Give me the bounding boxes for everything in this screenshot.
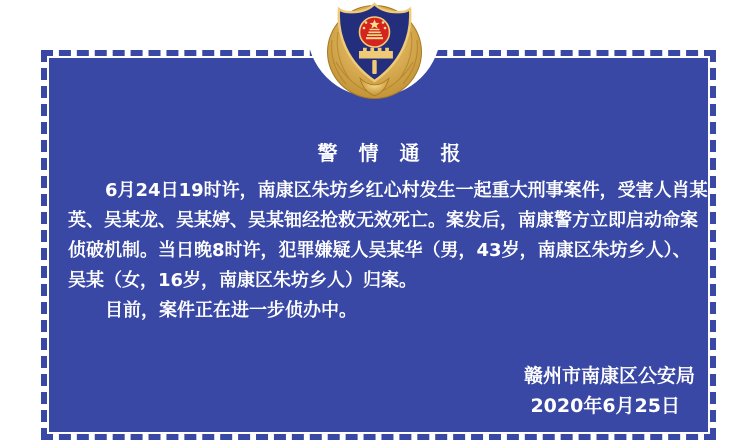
notice-title: 警情通报 bbox=[317, 141, 482, 165]
issue-date: 2020年6月25日 bbox=[530, 395, 680, 417]
body-line: 侦破机制。当日晚8时许，犯罪嫌疑人吴某华（男，43岁，南康区朱坊乡人）、 bbox=[68, 240, 691, 261]
notice-panel bbox=[49, 58, 708, 432]
body-line: 目前，案件正在进一步侦办中。 bbox=[105, 300, 357, 321]
notice-body bbox=[68, 176, 708, 326]
body-line: 吴某（女，16岁，南康区朱坊乡人）归案。 bbox=[68, 270, 418, 291]
notice-panel-border bbox=[41, 50, 716, 440]
body-line: 英、吴某龙、吴某婷、吴某钿经抢救无效死亡。案发后，南康警方立即启动命案 bbox=[68, 210, 698, 231]
issuing-authority: 赣州市南康区公安局 bbox=[523, 365, 695, 387]
police-badge-emblem bbox=[326, 2, 423, 99]
body-line: 6月24日19时许，南康区朱坊乡红心村发生一起重大刑事案件，受害人肖某 bbox=[105, 180, 708, 201]
